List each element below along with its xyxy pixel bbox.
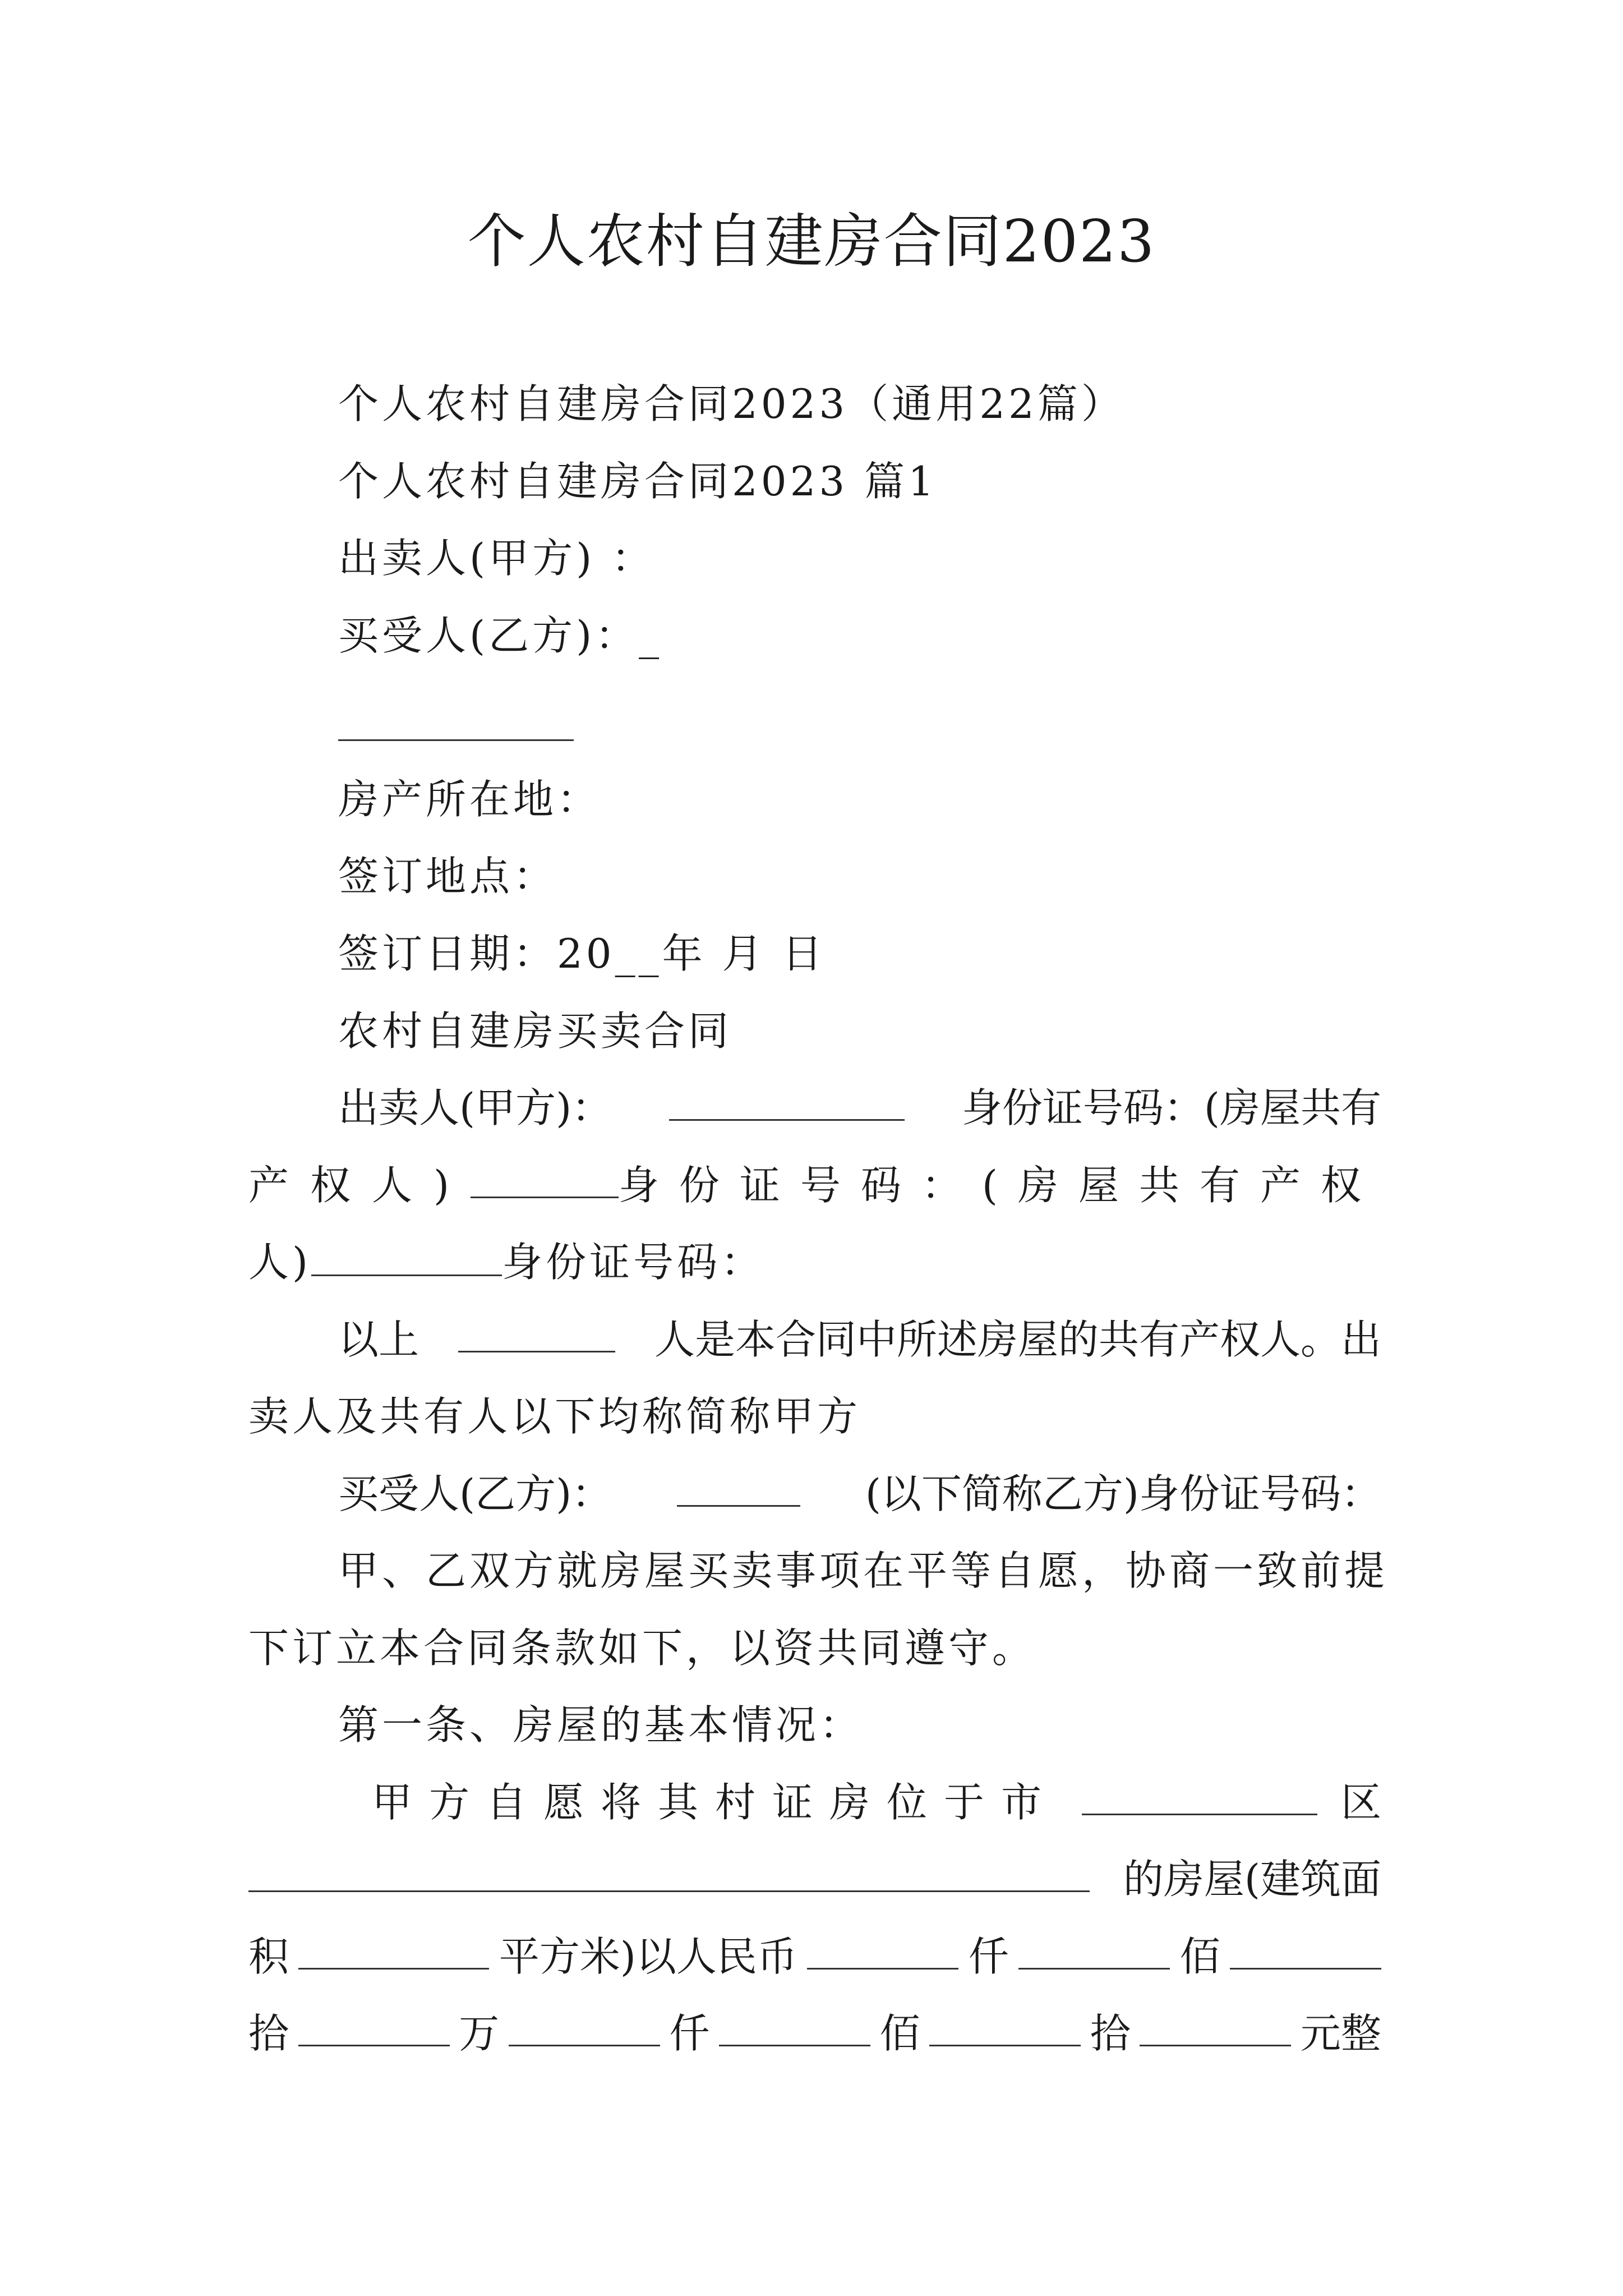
text-run: 万 — [459, 2010, 500, 2057]
fill-blank — [509, 2005, 660, 2046]
fill-blank — [1140, 2005, 1291, 2046]
text-run: 平方米)以人民币 — [499, 1933, 797, 1980]
paragraph-line — [248, 1851, 1381, 1907]
paragraph-line: 甲、乙双方就房屋买卖事项在平等自愿，协商一致前提 — [338, 1547, 1389, 1594]
chapter-heading: 个人农村自建房合同2023 篇1 — [338, 458, 937, 505]
fill-blank — [1230, 1929, 1381, 1970]
fill-blank — [471, 1157, 619, 1198]
signing-place: 签订地点： — [338, 853, 557, 900]
text-run: 元整 — [1300, 2010, 1381, 2057]
text-run: 人) — [248, 1239, 312, 1286]
paragraph-line — [248, 2005, 1381, 2062]
paragraph-line — [248, 1929, 1381, 1985]
buyer-header: 买受人(乙方)：_ — [338, 612, 663, 659]
fill-blank — [807, 1929, 958, 1970]
text-run: 佰 — [1179, 1933, 1220, 1980]
text-run: 佰 — [879, 2010, 920, 2057]
text-run: 出卖人(甲方)： — [338, 1084, 612, 1131]
blank-line — [338, 739, 574, 741]
paragraph-line — [248, 1157, 1381, 1213]
fill-blank — [669, 1080, 905, 1121]
fill-blank — [1082, 1774, 1317, 1815]
text-run: 的房屋(建筑面 — [1123, 1856, 1381, 1903]
paragraph-line — [338, 1080, 1381, 1136]
paragraph-line — [372, 1774, 1381, 1830]
fill-blank — [248, 1851, 1090, 1892]
fill-blank — [298, 1929, 489, 1970]
text-run: 仟 — [968, 1933, 1009, 1980]
text-run: 身份证号码：(房屋共有产权 — [618, 1162, 1381, 1209]
paragraph-line — [338, 1466, 1381, 1522]
signing-date: 签订日期：20__年 月 日 — [338, 930, 826, 977]
text-run: 甲方自愿将其村证房位于市 — [372, 1779, 1059, 1826]
text-run: 以上 — [338, 1316, 419, 1363]
text-run: 身份证号码：(房屋共有 — [961, 1084, 1381, 1131]
text-run: 拾 — [248, 2010, 289, 2057]
text-run: 拾 — [1090, 2010, 1131, 2057]
fill-blank — [298, 2005, 450, 2046]
text-run: 产权人) — [248, 1162, 471, 1209]
fill-blank — [311, 1235, 502, 1276]
paragraph-line — [338, 1312, 1381, 1368]
paragraph-line: 卖人及共有人以下均称简称甲方 — [248, 1393, 861, 1440]
fill-blank — [677, 1466, 800, 1507]
text-run: 积 — [248, 1933, 289, 1980]
text-run: 买受人(乙方)： — [338, 1470, 612, 1517]
article-heading: 第一条、房屋的基本情况： — [338, 1701, 864, 1749]
seller-header: 出卖人(甲方) ： — [338, 535, 656, 582]
paragraph-line — [248, 1234, 764, 1290]
text-run: 身份证号码： — [502, 1239, 765, 1286]
text-run: 人是本合同中所述房屋的共有产权人。出 — [654, 1316, 1381, 1363]
fill-blank — [1018, 1929, 1170, 1970]
fill-blank — [719, 2005, 870, 2046]
property-location: 房产所在地： — [338, 776, 601, 823]
text-run: 区 — [1340, 1779, 1381, 1826]
text-run: 仟 — [669, 2010, 710, 2057]
document-subtitle: 个人农村自建房合同2023（通用22篇） — [338, 380, 1125, 427]
document-title: 个人农村自建房合同2023 — [467, 207, 1156, 275]
fill-blank — [929, 2005, 1081, 2046]
fill-blank — [458, 1312, 615, 1352]
paragraph-line: 下订立本合同条款如下，以资共同遵守。 — [248, 1625, 1036, 1672]
contract-name: 农村自建房买卖合同 — [338, 1007, 732, 1055]
text-run: (以下简称乙方)身份证号码： — [865, 1470, 1381, 1517]
